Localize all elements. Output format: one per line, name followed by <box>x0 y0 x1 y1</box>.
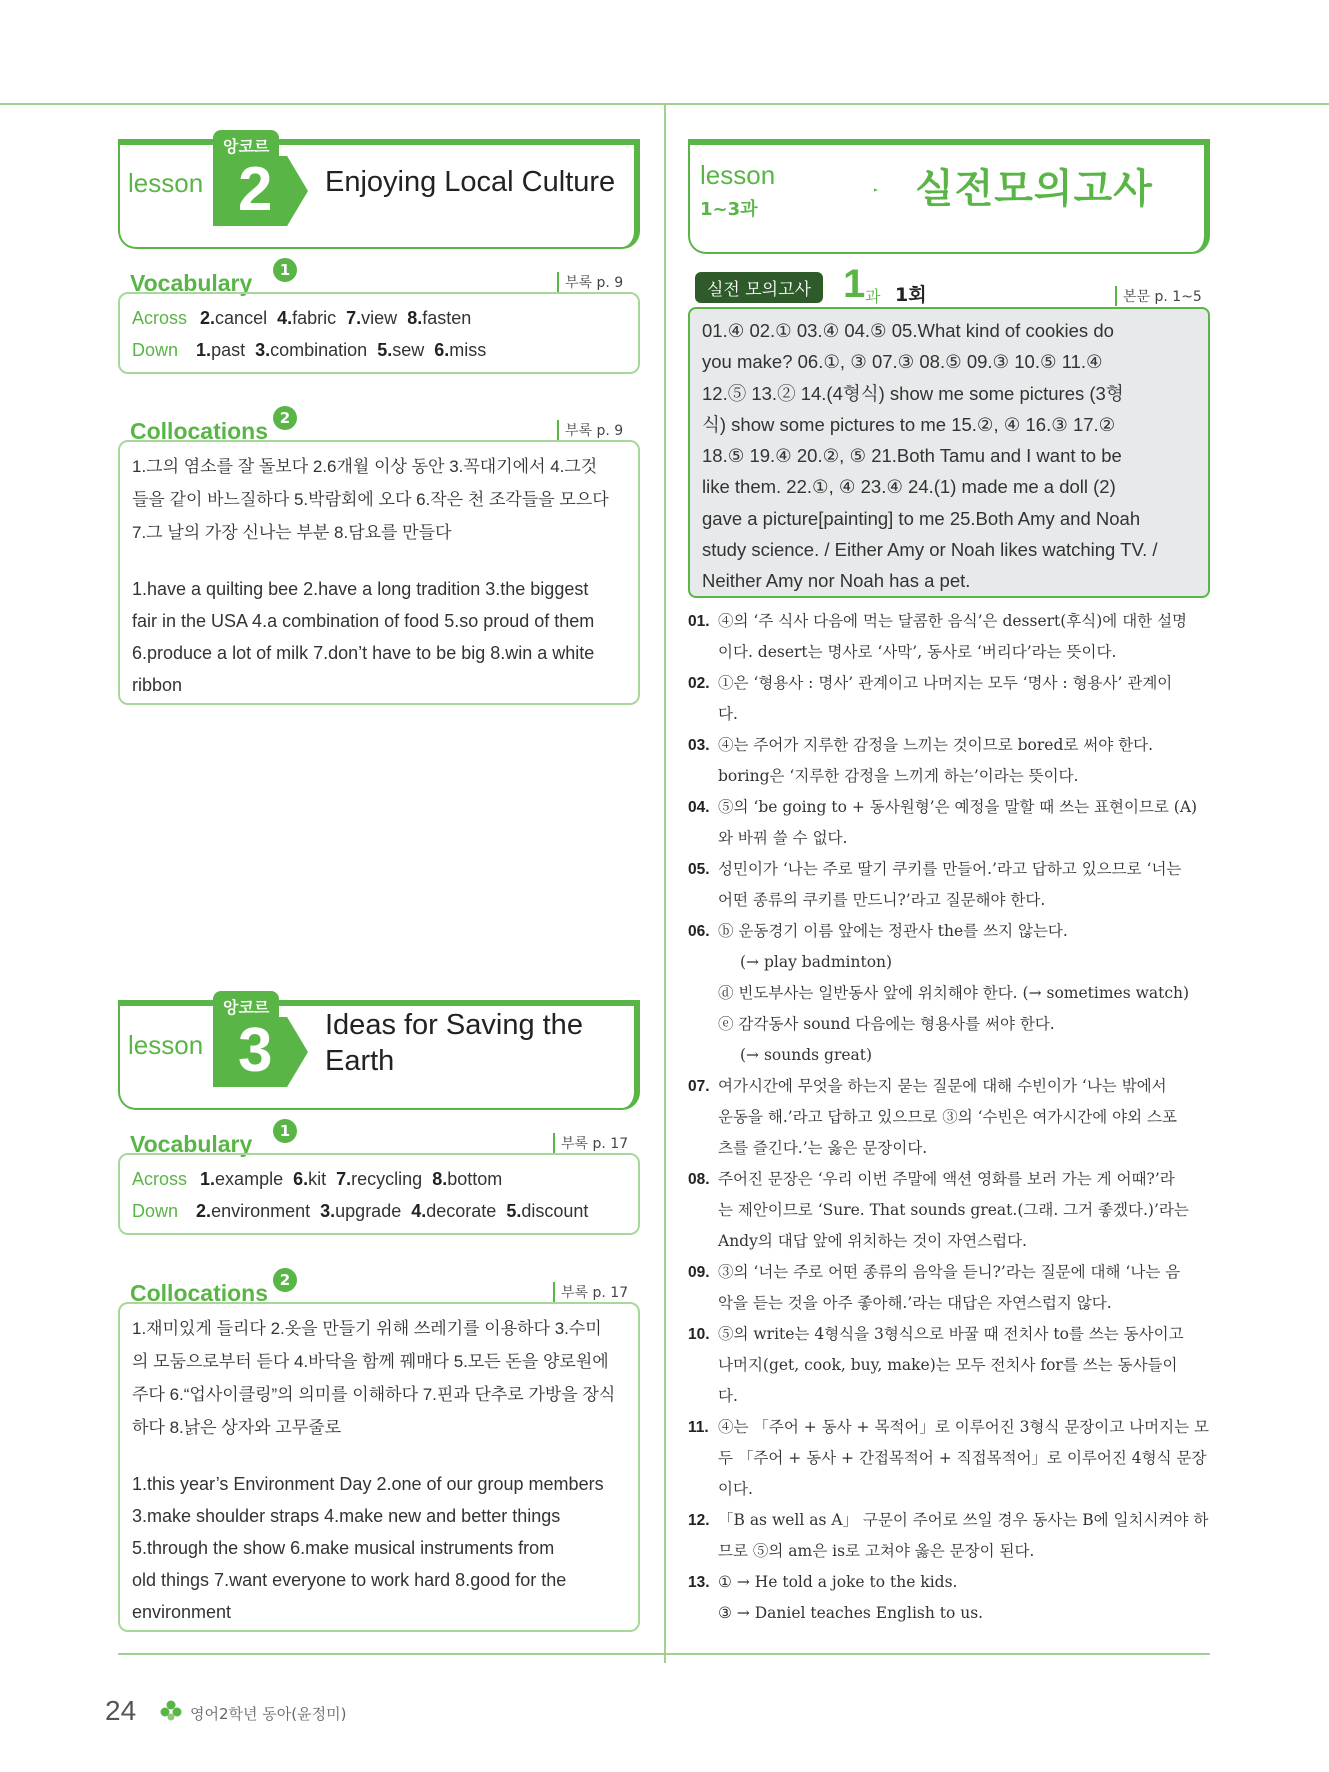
section-number-circle: 1 <box>273 258 297 282</box>
korean-line: 하다 8.낡은 상자와 고무줄로 <box>132 1418 341 1437</box>
explanation-item: 12. 「B as well as A」 구문이 주어로 쓰일 경우 동사는 B에 일치시켜야 하 므로 ⑤의 am은 is로 고쳐야 옳은 문장이 된다. <box>688 1511 1209 1560</box>
vocab-item: 4.fabric <box>277 308 337 328</box>
across-label: Across <box>132 308 188 328</box>
vocab-item: 5.discount <box>506 1201 589 1221</box>
answer-line: gave a picture[painting] to me 25.Both Amy and Noah <box>702 507 1141 529</box>
vocab-item: 6.miss <box>434 340 487 360</box>
korean-line: 주다 6.“업사이클링”의 의미를 이해하다 7.핀과 단추로 가방을 장식 <box>132 1385 616 1404</box>
vocab-item: 3.upgrade <box>320 1201 402 1221</box>
lesson-label: lesson <box>128 1030 204 1060</box>
explanation-item: 13. ① → He told a joke to the kids. ③ → Daniel teaches English to us. <box>688 1573 984 1622</box>
vocab-item: 8.fasten <box>407 308 472 328</box>
answer-line: 18.⑤ 19.④ 20.②, ⑤ 21.Both Tamu and I want to be <box>702 445 1122 467</box>
vocabulary-box <box>118 1153 640 1235</box>
section-number-circle: 2 <box>273 406 297 430</box>
lesson-title-line1: Ideas for Saving the <box>325 1009 583 1041</box>
gwa-label: 과 <box>865 287 881 306</box>
korean-line: 1.그의 염소를 잘 돌보다 2.6개월 이상 동안 3.꼭대기에서 4.그것 <box>132 457 598 476</box>
answer-line: Neither Amy nor Noah has a pet. <box>702 570 971 592</box>
page-reference: 부록 p. 9 <box>557 272 623 292</box>
english-line: 5.through the show 6.make musical instruments from <box>132 1538 555 1558</box>
explanation-item: 09. ③의 ‘너는 주로 어떤 종류의 음악을 듣니?’라는 질문에 대해 ‘나는 음 악을 듣는 것을 아주 좋아해.’라는 대답은 자연스럽지 않다. <box>688 1263 1181 1312</box>
korean-line: 들을 같이 바느질하다 5.박람회에 오다 6.작은 천 조각들을 모으다 <box>132 490 609 509</box>
explanation-item: 10. ⑤의 write는 4형식을 3형식으로 바꿀 때 전치사 to를 쓰는 동사이고 나머지(get, cook, buy, make)는 모두 전치사 for를 쓰는 동사들이 다. <box>688 1325 1184 1405</box>
page-number: 24 <box>105 1695 137 1726</box>
english-line: fair in the USA 4.a combination of food 5.so proud of them <box>132 611 595 631</box>
vocab-item: 2.cancel <box>200 308 268 328</box>
vocab-item: 7.view <box>346 308 398 328</box>
korean-line: 7.그 날의 가장 신나는 부분 8.담요를 만들다 <box>132 523 452 542</box>
round-label: 1회 <box>895 284 927 306</box>
vocab-item: 4.decorate <box>411 1201 497 1221</box>
english-line: 1.this year’s Environment Day 2.one of our group members <box>132 1474 604 1494</box>
lesson-title-line2: Earth <box>325 1045 395 1077</box>
section-number-circle: 2 <box>273 1268 297 1292</box>
english-line: ribbon <box>132 675 183 695</box>
page-reference: 부록 p. 17 <box>553 1282 628 1302</box>
vocabulary-heading: Vocabulary <box>130 1131 253 1157</box>
english-line: old things 7.want everyone to work hard 8.good for the <box>132 1570 567 1590</box>
column-divider <box>664 103 666 1663</box>
explanation-item: 05. 성민이가 ‘나는 주로 딸기 쿠키를 만들어.’라고 답하고 있으므로 ‘너는 어떤 종류의 쿠키를 만드니?’라고 질문해야 한다. <box>688 860 1182 909</box>
answer-line: 01.④ 02.① 03.④ 04.⑤ 05.What kind of cookies do <box>702 320 1114 341</box>
across-label: Across <box>132 1169 188 1189</box>
explanation-item: 08. 주어진 문장은 ‘우리 이번 주말에 액션 영화를 보러 가는 게 어때?’라 는 제안이므로 ‘Sure. That sounds great.(그래. 그거 좋겠다.)’라는 Andy의 대답 앞에 위치하는 것이 자연스럽다. <box>688 1170 1189 1250</box>
vocabulary-heading: Vocabulary <box>130 270 253 296</box>
lesson-label: lesson <box>700 160 776 190</box>
explanation-item: 04. ⑤의 ‘be going to + 동사원형’은 예정을 말할 때 쓰는 표현이므로 (A) 와 바꿔 쓸 수 없다. <box>688 798 1198 847</box>
korean-line: 의 모둠으로부터 듣다 4.바닥을 함께 꿰매다 5.모든 돈을 양로원에 <box>132 1352 609 1371</box>
explanation-item: 07. 여가시간에 무엇을 하는지 묻는 질문에 대해 수빈이가 ‘나는 밖에서 운동을 해.’라고 답하고 있으므로 ③의 ‘수빈은 여가시간에 야외 스포 츠를 즐긴다.’는 옳은 문장이다. <box>688 1077 1177 1157</box>
answer-line: like them. 22.①, ④ 23.④ 24.(1) made me a doll (2) <box>702 476 1116 498</box>
encore-badge: 앙코르 <box>213 130 279 161</box>
collocations-heading: Collocations <box>130 418 269 444</box>
english-line: 6.produce a lot of milk 7.don’t have to be big 8.win a white <box>132 643 595 663</box>
explanation-item: 06. ⓑ 운동경기 이름 앞에는 정관사 the를 쓰지 않는다. (→ play badminton) ⓓ 빈도부사는 일반동사 앞에 위치해야 한다. (→ sometimes watch) ⓔ 감각동사 sound 다음에는 형용사를 써야 한다. (→ sounds great) <box>688 922 1190 1064</box>
explanation-item: 11. ④는 「주어 + 동사 + 목적어」로 이루어진 3형식 문장이고 나머지는 모 두 「주어 + 동사 + 간접목적어 + 직접목적어」로 이루어진 4형식 문장 이다. <box>688 1418 1209 1498</box>
english-line: environment <box>132 1602 232 1622</box>
answer-key-box <box>688 307 1210 598</box>
collocations-heading: Collocations <box>130 1280 269 1306</box>
page-reference: 본문 p. 1~5 <box>1115 286 1202 306</box>
vocab-item: 3.combination <box>255 340 368 360</box>
vocab-item: 6.kit <box>293 1169 327 1189</box>
clover-icon <box>160 1700 180 1720</box>
lesson-big-number: 1 <box>843 262 866 306</box>
vocab-item: 7.recycling <box>336 1169 423 1189</box>
korean-line: 1.재미있게 들리다 2.옷을 만들기 위해 쓰레기를 이용하다 3.수미 <box>132 1319 602 1338</box>
collocations-box <box>118 1302 640 1632</box>
page-reference: 부록 p. 9 <box>557 420 623 440</box>
lesson-title: Enjoying Local Culture <box>325 166 616 198</box>
lesson-label: lesson <box>128 168 204 198</box>
section-number-circle: 1 <box>273 1119 297 1143</box>
answer-line: you make? 06.①, ③ 07.③ 08.⑤ 09.③ 10.⑤ 11.④ <box>702 351 1103 373</box>
answer-line: 12.⑤ 13.② 14.(4형식) show me some pictures (3형 <box>702 382 1124 404</box>
mock-test-title: 실전모의고사 <box>915 166 1153 212</box>
book-title: 영어2학년 동아(윤정미) <box>190 1705 347 1723</box>
explanation-item: 02. ①은 ‘형용사 : 명사’ 관계이고 나머지는 모두 ‘명사 : 형용사’ 관계이 다. <box>688 674 1173 723</box>
explanation-item: 01. ④의 ‘주 식사 다음에 먹는 달콤한 음식’은 dessert(후식)에 대한 설명 이다. desert는 명사로 ‘사막’, 동사로 ‘버리다’라는 뜻이다. <box>688 612 1188 661</box>
answer-line: 식) show some pictures to me 15.②, ④ 16.③ 17.② <box>702 413 1116 435</box>
vocab-item: 1.past <box>196 340 246 360</box>
english-line: 1.have a quilting bee 2.have a long tradition 3.the biggest <box>132 579 589 599</box>
down-label: Down <box>132 340 179 360</box>
vocabulary-box <box>118 292 640 374</box>
lesson-range: 1~3과 <box>700 199 758 220</box>
page-reference: 부록 p. 17 <box>553 1133 628 1153</box>
vocab-item: 1.example <box>200 1169 284 1189</box>
vocab-item: 5.sew <box>377 340 425 360</box>
encore-badge: 앙코르 <box>213 991 279 1022</box>
collocations-box <box>118 440 640 705</box>
lesson-number: 2 <box>238 155 273 224</box>
lesson-number: 3 <box>238 1016 273 1085</box>
mock-test-tag: 실전 모의고사 <box>695 272 823 303</box>
vocab-item: 2.environment <box>196 1201 311 1221</box>
explanations-list <box>688 606 1210 1629</box>
down-label: Down <box>132 1201 179 1221</box>
bottom-rule <box>118 1653 1210 1655</box>
explanation-item: 03. ④는 주어가 지루한 감정을 느끼는 것이므로 bored로 써야 한다. boring은 ‘지루한 감정을 느끼게 하는’이라는 뜻이다. <box>688 736 1154 785</box>
vocab-item: 8.bottom <box>432 1169 503 1189</box>
english-line: 3.make shoulder straps 4.make new and better things <box>132 1506 561 1526</box>
answer-line: study science. / Either Amy or Noah likes watching TV. / <box>702 539 1158 561</box>
